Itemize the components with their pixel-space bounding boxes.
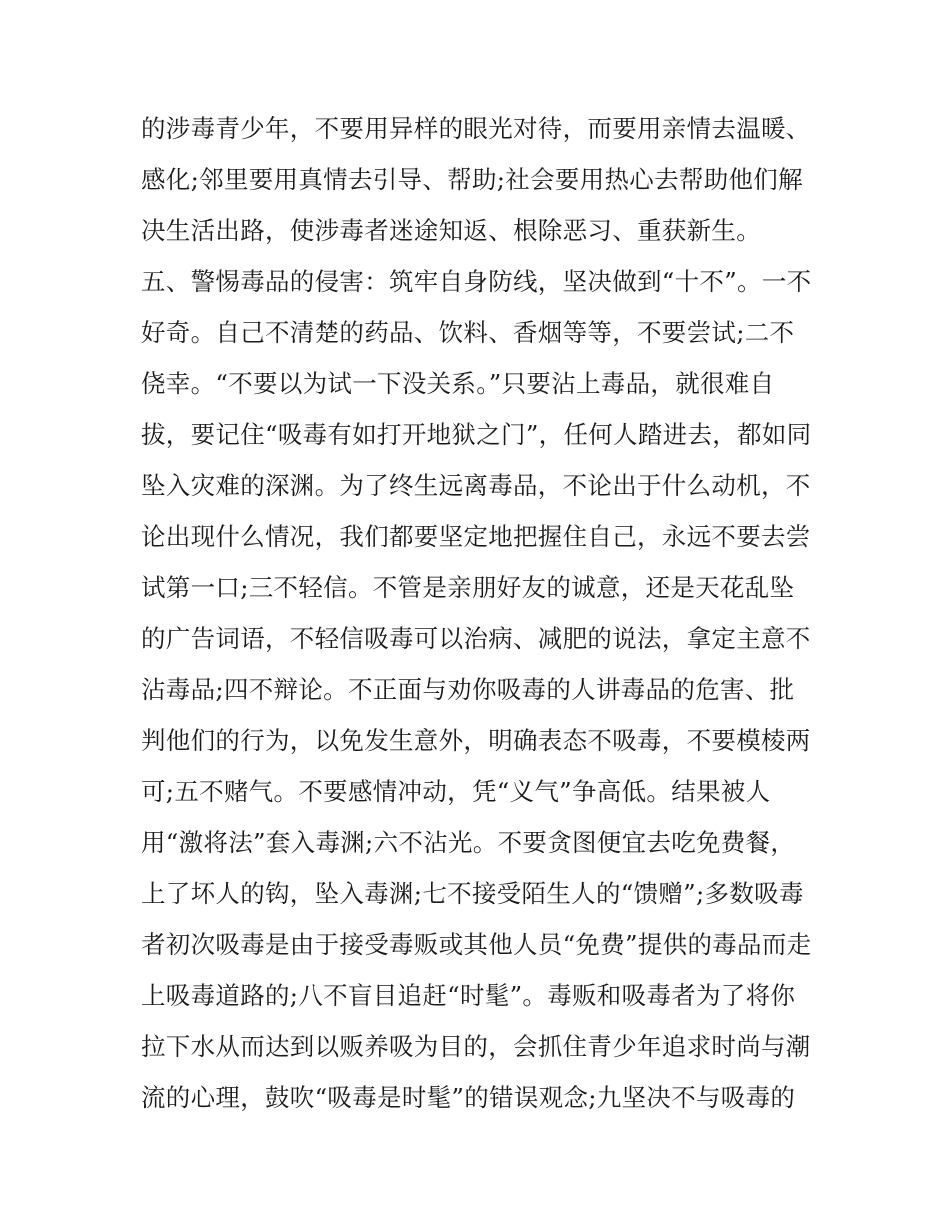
text-line: 流的心理，鼓吹“吸毒是时髦”的错误观念;九坚决不与吸毒的: [141, 1083, 796, 1112]
text-line: 五、警惕毒品的侵害：筑牢自身防线，坚决做到“十不”。一不: [141, 267, 812, 296]
text-line: 侥幸。“不要以为试一下没关系。”只要沾上毒品，就很难自: [141, 369, 775, 398]
text-line: 上吸毒道路的;八不盲目追赶“时髦”。毒贩和吸毒者为了将你: [141, 981, 796, 1010]
text-line: 判他们的行为，以免发生意外，明确表态不吸毒，不要模棱两: [141, 726, 811, 755]
text-line: 的涉毒青少年，不要用异样的眼光对待，而要用亲情去温暖、: [141, 114, 811, 143]
text-line: 拔，要记住“吸毒有如打开地狱之门”，任何人踏进去，都如同: [141, 420, 812, 449]
text-line: 可;五不赌气。不要感情冲动，凭“义气”争高低。结果被人: [141, 777, 771, 806]
text-line: 试第一口;三不轻信。不管是亲朋好友的诚意，还是天花乱坠: [141, 573, 795, 602]
text-line: 决生活出路，使涉毒者迷途知返、根除恶习、重获新生。: [141, 216, 761, 245]
text-line: 的广告词语，不轻信吸毒可以治病、减肥的说法，拿定主意不: [141, 624, 811, 653]
text-line: 拉下水从而达到以贩养吸为目的，会抓住青少年追求时尚与潮: [141, 1032, 811, 1061]
text-line: 好奇。自己不清楚的药品、饮料、香烟等等，不要尝试;二不: [141, 318, 795, 347]
text-line: 感化;邻里要用真情去引导、帮助;社会要用热心去帮助他们解: [141, 165, 803, 194]
text-line: 论出现什么情况，我们都要坚定地把握住自己，永远不要去尝: [141, 522, 811, 551]
text-line: 沾毒品;四不辩论。不正面与劝你吸毒的人讲毒品的危害、批: [141, 675, 795, 704]
text-line: 坠入灾难的深渊。为了终生远离毒品，不论出于什么动机，不: [141, 471, 811, 500]
text-line: 上了坏人的钩，坠入毒渊;七不接受陌生人的“馈赠”;多数吸毒: [141, 879, 804, 908]
text-line: 用“激将法”套入毒渊;六不沾光。不要贪图便宜去吃免费餐，: [141, 828, 796, 857]
text-line: 者初次吸毒是由于接受毒贩或其他人员“免费”提供的毒品而走: [141, 930, 812, 959]
